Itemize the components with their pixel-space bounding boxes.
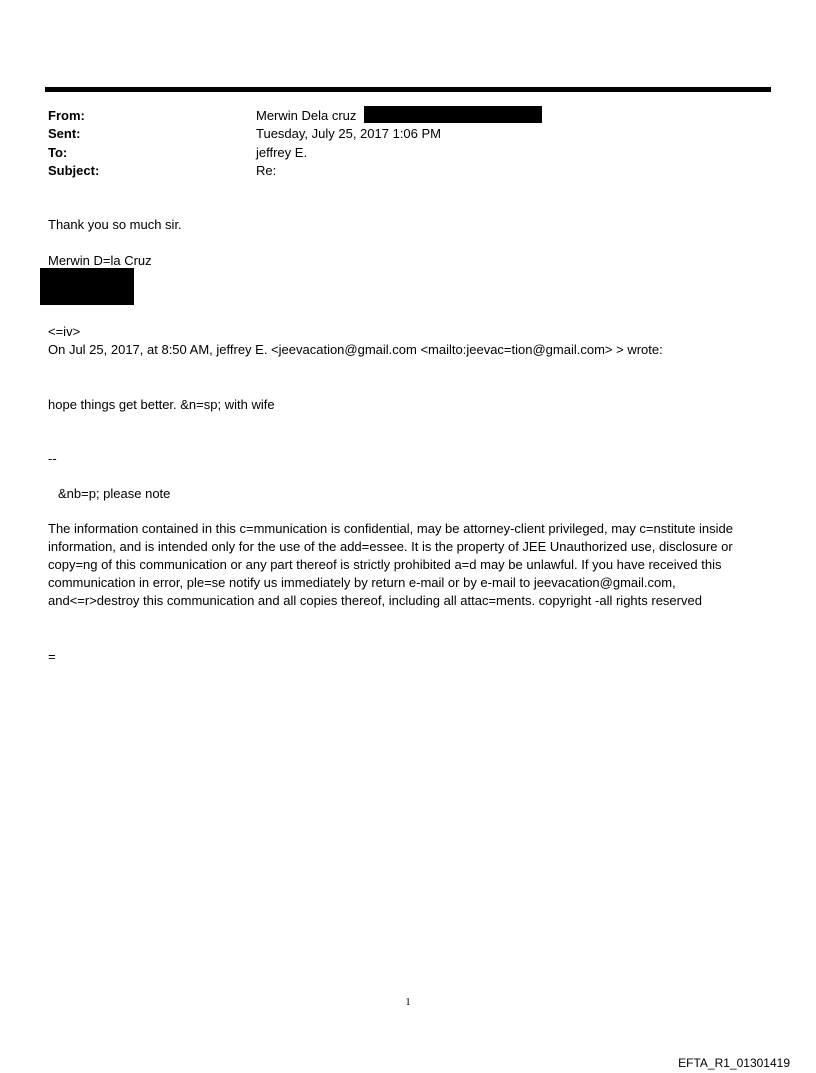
header-top-rule bbox=[45, 87, 771, 92]
to-value: jeffrey E. bbox=[256, 145, 308, 160]
page-number: 1 bbox=[405, 996, 411, 1008]
bates-number: EFTA_R1_01301419 bbox=[678, 1056, 790, 1070]
signature-name: Merwin D=la Cruz bbox=[48, 253, 152, 268]
trailing-equals: = bbox=[48, 649, 56, 664]
please-note: &nb=p; please note bbox=[58, 486, 171, 501]
redaction-signature bbox=[40, 268, 134, 305]
from-label: From: bbox=[48, 108, 85, 123]
to-label: To: bbox=[48, 145, 68, 160]
sent-label: Sent: bbox=[48, 126, 81, 141]
subject-label: Subject: bbox=[48, 163, 100, 178]
div-tag-line: <=iv> bbox=[48, 324, 81, 339]
from-value: Merwin Dela cruz bbox=[256, 108, 357, 123]
quoted-message: hope things get better. &n=sp; with wife bbox=[48, 397, 275, 412]
quote-intro: On Jul 25, 2017, at 8:50 AM, jeffrey E. <jeevacation@gmail.com <mailto:jeevac=tion@gmail.com> > wrote: bbox=[48, 342, 663, 357]
reply-text: Thank you so much sir. bbox=[48, 217, 182, 232]
sent-value: Tuesday, July 25, 2017 1:06 PM bbox=[256, 126, 441, 141]
confidentiality-disclaimer: The information contained in this c=mmunication is confidential, may be attorney-client privileged, may c=nstitute inside information, and is intended only for the use of the add=essee. It is the property of JEE Unauthorized use, disclosure or copy=ng of this communication or any part thereof is strictly prohibited a=d may be unlawful. If you have received this communication in error, ple=se notify us immediately by return e-mail or by e-mail to jeevacation@gmail.com, and<=r>destroy this communication and all copies thereof, including all attac=ments. copyright -all rights reserved bbox=[48, 521, 734, 608]
subject-value: Re: bbox=[256, 163, 277, 178]
redaction-from-email bbox=[364, 106, 542, 123]
signature-separator: -- bbox=[48, 451, 57, 466]
